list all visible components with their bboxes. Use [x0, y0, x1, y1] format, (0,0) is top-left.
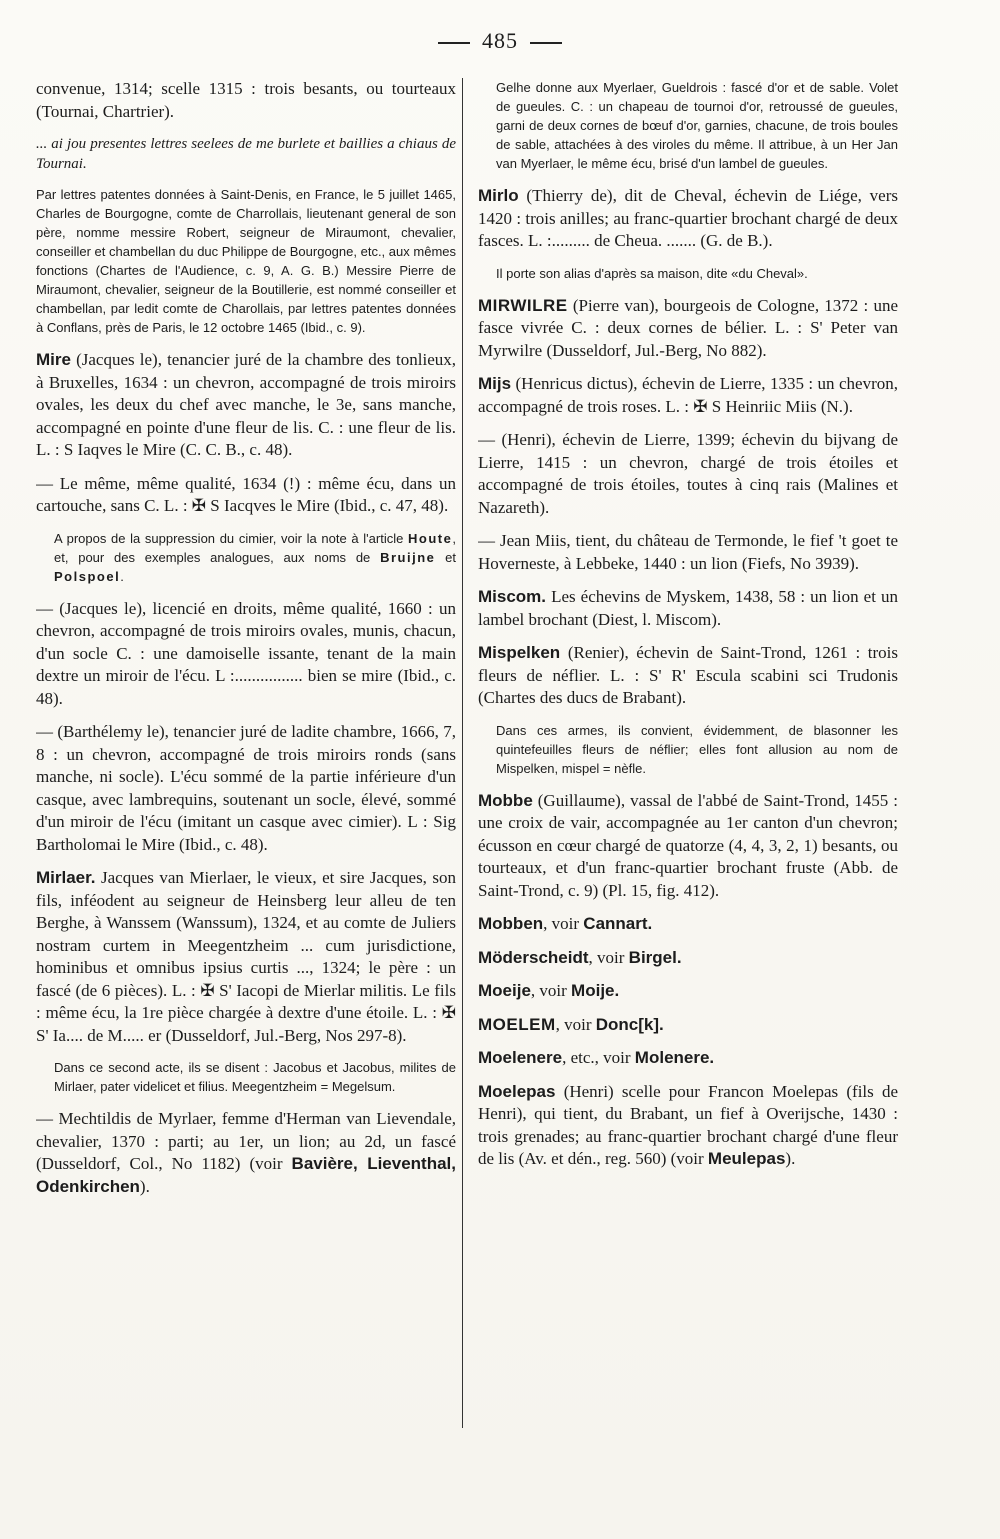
entry-mobben-text: , voir: [543, 914, 580, 933]
right-column: [478, 78, 898, 1478]
headword-moelepas: Moelepas: [478, 1081, 556, 1101]
headword-moeije: Moeije: [478, 981, 531, 1000]
headword-miscom: Miscom.: [478, 587, 547, 606]
headword-mobbe: Mobbe: [478, 790, 533, 810]
entry-continuation: convenue, 1314; scelle 1315 : trois besants, ou tourteaux (Tournai, Chartrier).: [36, 79, 456, 121]
xref-baviere: Bavière, Lieventhal, Odenkirchen: [36, 1154, 456, 1196]
entry-mispelken: [478, 642, 898, 710]
entry-mire-text: (Jacques le), tenancier juré de la chambre des tonlieux, à Bruxelles, 1634 : un chevron, accompagné de trois miroirs ovales, les deux du chef avec manche, le 3e, sans manche, accompagné en pointe d'une fleur de lis. C. : une fleur de lis. L. : S Iaqves le Mire (C. C. B., c. 48).: [36, 350, 456, 459]
entry-mobbe-text: (Guillaume), vassal de l'abbé de Saint-Trond, 1455 : une croix de vair, accompagnée au 1er canton d'un chevron; écusson en cœur chargé de quatorze (4, 4, 3, 2, 1) besants, ou tourteaux, et d'un franc-quartier brochant fruste (Abb. de Saint-Trond, c. 9) (Pl. 15, fig. 412).: [478, 790, 898, 900]
entry-mire-jacques: — (Jacques le), licencié en droits, même qualité, 1660 : un chevron, accompagné de trois miroirs ovales, munis, chacun, d'un socle C. : une damoiselle issante, tenant de la main dextre un miroir de l'écu. L :................ bien se mire (Ibid., c. 48).: [36, 598, 456, 708]
headword-mispelken: Mispelken: [478, 643, 561, 662]
page-header: [0, 28, 1000, 54]
header-dash-left: [438, 42, 470, 44]
headword-mirlo: Mirlo: [478, 186, 519, 205]
note-text: A propos de la suppression du cimier, voir la note à l'article: [54, 530, 404, 546]
xref-birgel: Birgel.: [628, 947, 682, 967]
entry-miscom-text: Les échevins de Myskem, 1438, 58 : un lion et un lambel brochant (Diest, l. Miscom).: [478, 587, 898, 629]
entry-mobben: [478, 913, 898, 936]
entry-mijs-jean: — Jean Miis, tient, du château de Termonde, le fief 't goet te Hoverneste, à Lebbeke, 1440 : un lion (Fiefs, No 3939).: [478, 531, 898, 573]
headword-moelenere: Moelenere: [478, 1048, 563, 1067]
headword-mijs: Mijs: [478, 374, 512, 393]
entry-mobbe: [478, 790, 898, 903]
entry-moderscheidt-text: , voir: [588, 947, 625, 967]
entry-moelenere: [478, 1047, 898, 1070]
entry-mirlaer-text: Jacques van Mierlaer, le vieux, et sire Jacques, son fils, inféodent au seigneur de Heinsberg leur alleu de ten Berghe, à Wanssem (Wanssum), 1324, et au comte de Juliers nostram curtem in Meegentzheim ... cum jurisdictione, hominibus et omnibus ipsius curtis ..., 1324; le père : un fascé (de 6 pièces). L. : ✠ S' Iacopi de Mierlar militis. Le fils : même écu, la 1re pièce chargée à dextre d'une étoile. L. : ✠ S' Ia.... de M..... er (Dusseldorf, Jul.-Berg, Nos 297-8).: [36, 868, 456, 1045]
entry-mijs-henri: — (Henri), échevin de Lierre, 1399; échevin du bijvang de Lierre, 1415 : un chevron, chargé de trois étoiles et accompagné de trois étoiles, toutes à cinq rais (Malines et Nazareth).: [478, 430, 898, 517]
entry-mirwilre-text: (Pierre van), bourgeois de Cologne, 1372 : une fasce vivrée C. : deux cornes de bélier. L. : S' Peter van Myrwilre (Dusseldorf, Jul.-Berg, No 882).: [478, 295, 898, 360]
headword-moderscheidt: Möderscheidt: [478, 947, 589, 967]
xref-meulepas: Meulepas: [707, 1149, 786, 1168]
entry-mirlaer: [36, 867, 456, 1047]
entry-mispelken-text: (Renier), échevin de Saint-Trond, 1261 : trois fleurs de néflier. L. : S' R' Escula scabini sci Trudonis (Chartes des ducs de Brabant).: [478, 643, 898, 707]
column-divider: [462, 78, 463, 1428]
entry-end: ).: [139, 1176, 150, 1196]
entry-moelepas: [478, 1081, 898, 1171]
entry-moeije-text: , voir: [530, 981, 567, 1000]
entry-moeije: [478, 980, 898, 1003]
note-cimier: [36, 529, 456, 586]
xref-bruijne: Bruijne: [380, 549, 436, 565]
note-mirlaer: Dans ce second acte, ils se disent : Jacobus et Jacobus, milites de Mirlaer, pater videlicet et filius. Meegentzheim = Megelsum.: [54, 1060, 456, 1094]
entry-mire-variant: — Le même, même qualité, 1634 (!) : même écu, dans un cartouche, sans C. L. : ✠ S Iacqves le Mire (Ibid., c. 47, 48).: [36, 473, 456, 515]
entry-moelepas-text: (Henri) scelle pour Francon Moelepas (fils de Henri), qui tient, du Brabant, un fief à Overijsche, 1430 : trois grenades; au franc-quartier brochant chargé d'une fleur de lis (Av. et dén., reg. 560) (voir: [478, 1081, 898, 1168]
quoted-inscription: ... ai jou presentes lettres seelees de me burlete et baillies a chiaus de Tournai.: [36, 136, 456, 172]
entry-moelem: [478, 1014, 898, 1037]
xref-houte: Houte: [408, 530, 453, 546]
entry-miscom: [478, 586, 898, 631]
entry-moderscheidt: [478, 947, 898, 970]
header-dash-right: [530, 42, 562, 44]
entry-mechtildis-text: — Mechtildis de Myrlaer, femme d'Herman van Lievendale, chevalier, 1370 : parti; au 1er, un lion; au 2d, un fascé (Dusseldorf, Col., No 1182) (voir: [36, 1109, 456, 1173]
entry-mechtildis: [36, 1108, 456, 1198]
entry-mijs-text: (Henricus dictus), échevin de Lierre, 1335 : un chevron, accompagné de trois roses. L. : ✠ S Heinriic Miis (N.).: [478, 374, 898, 416]
note-text: , et, pour des exemples analogues, aux noms de: [54, 530, 456, 565]
headword-mire: Mire: [36, 350, 71, 369]
xref-cannart: Cannart.: [583, 914, 653, 933]
entry-mirlo: [478, 185, 898, 253]
note-gelre: Gelhe donne aux Myerlaer, Gueldrois : fascé d'or et de sable. Volet de gueules. C. : un chapeau de tournoi d'or, retroussé de gueules, garni de deux cornes de bœuf d'or, garnies, chacune, de trois boules de sable, attachées à des viroles du même. Il attribue, à un Her Jan van Myerlaer, le même écu, brisé d'un lambel de gueules.: [496, 80, 898, 171]
left-column: [36, 78, 456, 1478]
xref-molenere: Molenere.: [634, 1048, 715, 1067]
entry-mirwilre: [478, 295, 898, 363]
entry-end: ).: [785, 1149, 796, 1168]
note-mispelken: Dans ces armes, ils convient, évidemment, de blasonner les quintefeuilles fleurs de néflier; elles font allusion au nom de Mispelken, mispel = nèfle.: [496, 722, 898, 776]
headword-moelem: MOELEM: [478, 1014, 556, 1034]
note-text: .: [120, 568, 124, 584]
xref-polspoel: Polspoel: [54, 568, 121, 584]
entry-mire-barthelemy: — (Barthélemy le), tenancier juré de ladite chambre, 1666, 7, 8 : un chevron, accompagné de trois miroirs ronds (sans manche, ni socle). L'écu sommé de la partie inférieure d'un casque, avec lambrequins, soutenant un socle, élevé, sommé d'un miroir de l'écu (imitant un casque avec cimier). L : Sig Bartholomai le Mire (Ibid., c. 48).: [36, 722, 456, 854]
xref-moije: Moije.: [571, 981, 620, 1000]
headword-mobben: Mobben: [478, 914, 544, 933]
headword-mirwilre: MIRWILRE: [478, 295, 568, 315]
xref-donck: Donc[k].: [595, 1014, 664, 1034]
entry-mire: [36, 349, 456, 462]
entry-mirlo-text: (Thierry de), dit de Cheval, échevin de Liége, vers 1420 : trois anilles; au franc-quartier brochant chargé de deux fasces. L. :......... de Cheua. ....... (G. de B.).: [478, 186, 898, 250]
headword-mirlaer: Mirlaer.: [36, 868, 96, 887]
entry-moelenere-text: , etc., voir: [562, 1048, 631, 1067]
entry-mijs: [478, 373, 898, 418]
page-number: 485: [482, 28, 518, 53]
note-text: et: [445, 549, 456, 565]
note-mirlo: Il porte son alias d'après sa maison, dite «du Cheval».: [496, 265, 808, 281]
note-paragraph: Par lettres patentes données à Saint-Denis, en France, le 5 juillet 1465, Charles de Bourgogne, comte de Charrollais, lieutenant general de son père, nomme messire Robert, seigneur de Miraumont, chevalier, conseiller et chambellan du duc Philippe de Bourgogne, etc., aux mêmes fonctions (Chartes de l'Audience, c. 9, A. G. B.) Messire Pierre de Miraumont, chevalier, seigneur de la Boutillerie, est nommé conseiller et chambellan, par ledit comte de Charollais, par lettres patentes données à Conflans, près de Paris, le 12 octobre 1465 (Ibid., c. 9).: [36, 187, 456, 335]
entry-moelem-text: , voir: [555, 1014, 592, 1034]
